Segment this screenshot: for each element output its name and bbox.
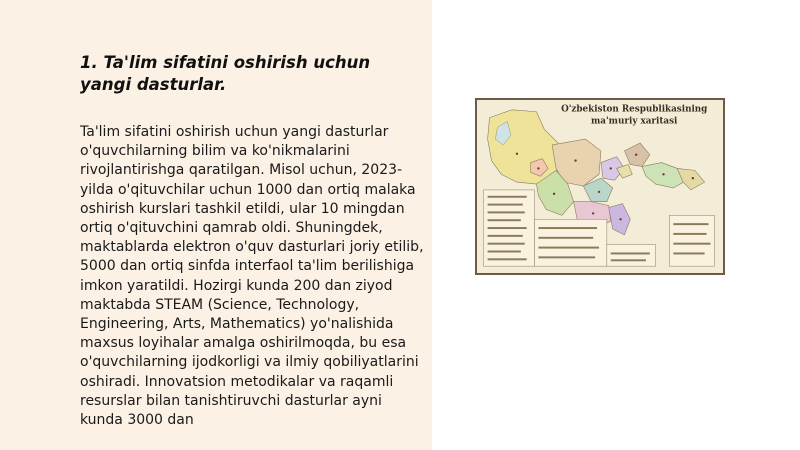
uzbekistan-map-image xyxy=(475,98,725,275)
slide-heading: 1. Ta'lim sifatini oshirish uchun yangi dasturlar. xyxy=(80,53,371,94)
map-title-line2: ma'muriy xaritasi xyxy=(591,116,678,127)
slide-body-text: Ta'lim sifatini oshirish uchun yangi dasturlar o'quvchilarning bilim va ko'nikmalarini rivojlantirishga qaratilgan. Misol uchun, 2023-yilda o'qituvchilar uchun 1000 dan ortiq malaka oshirish kurslari tashkil etildi, ular 10 mingdan ortiq o'qituvchini qamrab oldi. Shuningdek, maktablarda elektron o'quv dasturlari joriy etilib, 5000 dan ortiq sinfda interfaol ta'lim berilishiga imkon yaratildi. Hozirgi kunda 200 dan ziyod maktabda STEAM (Science, Technology, Engineering, Arts, Mathematics) yo'nalishida maxsus loyihalar amalga oshirilmoqda, bu esa o'quvchilarning ijodkorligi va ilmiy qobiliyatlarini oshiradi. Innovatsion metodikalar va raqamli resurslar bilan tanishtiruvchi dasturlar ayni kunda 3000 dan xyxy=(80,124,424,429)
map-title-line1: O'zbekiston Respublikasining xyxy=(561,104,708,115)
